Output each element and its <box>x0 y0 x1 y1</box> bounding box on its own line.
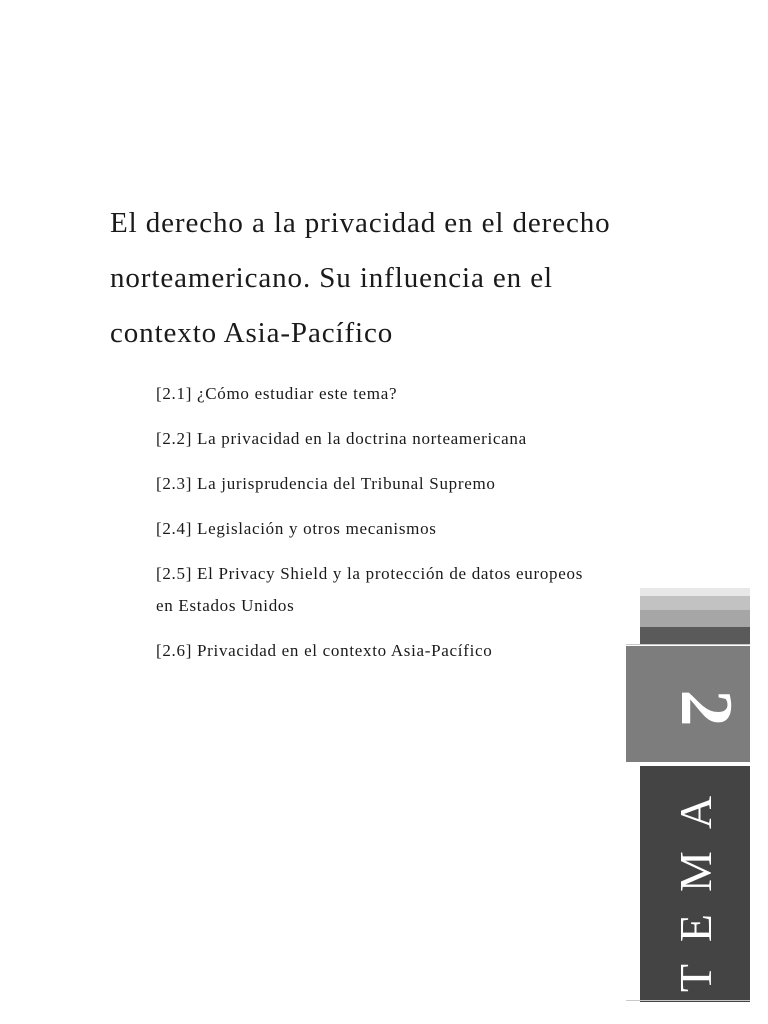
table-of-contents <box>156 378 626 680</box>
toc-item-2-1[interactable]: [2.1] ¿Cómo estudiar este tema? <box>156 384 398 403</box>
tab-stripe-2 <box>640 596 750 610</box>
chapter-label: TEMA <box>670 773 721 993</box>
chapter-number: 2 <box>665 689 747 727</box>
title-line-2: norteamericano. Su influencia en el <box>110 262 553 294</box>
toc-item-2-3[interactable]: [2.3] La jurisprudencia del Tribunal Supremo <box>156 474 496 493</box>
toc-item-2-6[interactable]: [2.6] Privacidad en el contexto Asia-Pacífico <box>156 641 493 660</box>
toc-item-2-4[interactable]: [2.4] Legislación y otros mecanismos <box>156 519 437 538</box>
document-title <box>110 196 710 361</box>
chapter-tab <box>626 588 750 1004</box>
tab-divider-bottom <box>626 1000 750 1001</box>
title-line-3: contexto Asia-Pacífico <box>110 317 394 349</box>
tab-stripe-3 <box>640 610 750 627</box>
chapter-label-box <box>640 766 750 1002</box>
toc-item-2-5[interactable]: [2.5] El Privacy Shield y la protección de datos europeos en Estados Unidos <box>156 564 584 615</box>
toc-item-2-2[interactable]: [2.2] La privacidad en la doctrina norteamericana <box>156 429 527 448</box>
tab-stripe-1 <box>640 588 750 596</box>
title-line-1: El derecho a la privacidad en el derecho <box>110 207 611 239</box>
chapter-number-box <box>626 646 750 762</box>
tab-stripe-4 <box>640 627 750 644</box>
